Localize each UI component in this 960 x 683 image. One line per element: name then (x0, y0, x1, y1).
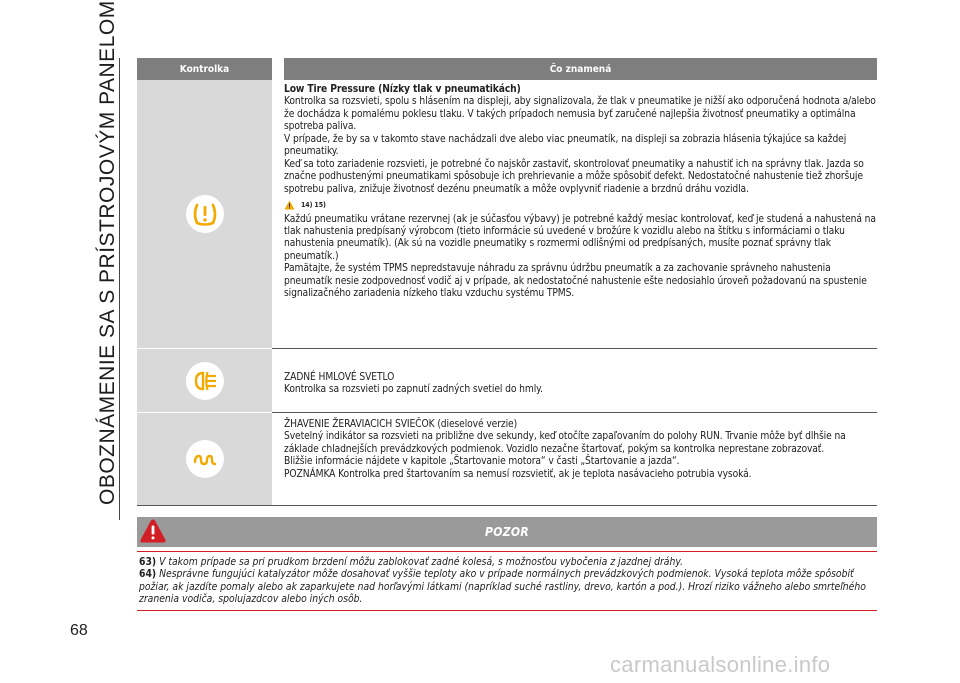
caution-item (139, 568, 875, 605)
caution-item-text: Nesprávne fungujúci katalyzátor môže dosahovať vyššie teploty ako v prípade normálnych prevádzkových podmienok. Vysoká teplota môže spôsobiť požiar, ak jazdíte pomaly alebo ak zaparkujete nad horľavými látkami (napríklad suché rastliny, drevo, kartón a pod.). Hrozí riziko vážneho alebo smrteľného zranenia vodiča, spolujazdcov alebo iných osôb. (139, 568, 866, 606)
caution-header (137, 517, 877, 547)
meaning-cell (284, 413, 877, 505)
caution-item-number: 64) (139, 568, 157, 581)
row-title: ZADNÉ HMLOVÉ SVETLO (284, 372, 395, 383)
side-divider (119, 58, 120, 520)
indicator-cell (137, 413, 272, 505)
warning-triangle-icon (284, 200, 295, 210)
section-side-title: OBOZNÁMENIE SA S PRÍSTROJOVÝM PANELOM (96, 0, 119, 505)
row-paragraph: Keď sa toto zariadenie rozsvieti, je potrebné čo najskôr zastaviť, skontrolovať pneumatiky a nahustiť ich na správny tlak. Jazda so značne podhustenými pneumatikami spôsobuje ich prehrievanie a môže spôsobiť defekt. Nedostatočné nahustenie tiež zhoršuje spotrebu paliva, znižuje životnosť dezénu pneumatík a môže ovplyvniť riadenie a brzdnú dráhu vozidla. (284, 158, 864, 195)
glow-plug-icon (186, 440, 224, 478)
table-row (137, 80, 877, 349)
caution-item-number: 63) (139, 556, 157, 568)
table-row (137, 349, 877, 413)
caution-item-text: V takom prípade sa pri prudkom brzdení môžu zablokovať zadné kolesá, s možnosťou vybočenia z jazdnej dráhy. (159, 556, 683, 568)
warning-reference (284, 199, 877, 211)
table-row (137, 413, 877, 506)
watermark: carmanualsonline.info (610, 652, 831, 677)
caution-title: POZOR (485, 525, 529, 539)
header-indicator: Kontrolka (137, 58, 272, 80)
meaning-cell (284, 80, 877, 348)
warning-ref-numbers: 14) 15) (301, 201, 326, 210)
row-title: Low Tire Pressure (Nízky tlak v pneumatikách) (284, 84, 521, 95)
row-paragraph: Každú pneumatiku vrátane rezervnej (ak je súčasťou výbavy) je potrebné každý mesiac kontrolovať, keď je studená a nahustená na tlak nahustenia predpísaný výrobcom (tieto informácie sú uvedené v brožúre k vozidlu alebo na štítku s informáciami o tlaku nahustenia pneumatík). (Ak sú na vozidle pneumatiky s rozmermi odlišnými od predpísaných, musíte poznať správny tlak pneumatík.) (284, 213, 876, 262)
table-header (137, 58, 877, 80)
row-paragraph: Svetelný indikátor sa rozsvieti na približne dve sekundy, keď otočíte zapaľovaním do polohy RUN. Trvanie môže byť dlhšie na základe chladnejších prevádzkových podmienok. Vozidlo nezačne štartovať, pokým sa kontrolka neprestane zobrazovať. (284, 431, 846, 455)
caution-box (137, 517, 877, 611)
indicator-table (137, 58, 877, 506)
row-paragraph: Bližšie informácie nájdete v kapitole „Štartovanie motora“ v časti „Štartovanie a jazda“. (284, 456, 680, 468)
indicator-cell (137, 80, 272, 348)
row-paragraph: Kontrolka sa rozsvieti po zapnutí zadných svetiel do hmly. (284, 384, 543, 396)
meaning-cell (284, 349, 877, 412)
row-paragraph: Pamätajte, že systém TPMS nepredstavuje náhradu za správnu údržbu pneumatík a za zachovanie správneho nahustenia pneumatík nesie zodpovednosť vodič aj v prípade, ak nedostatočné nahustenie ešte nedosiahlo úroveň požadovanú na spustenie signalizačného zariadenia nízkeho tlaku vzduchu systému TPMS. (284, 263, 867, 300)
rear-fog-light-icon (186, 362, 224, 400)
tire-pressure-icon (186, 195, 224, 233)
row-title: ŽHAVENIE ŽERAVIACICH SVIEČOK (dieselové verzie) (284, 419, 518, 430)
danger-triangle-icon (139, 518, 167, 544)
row-paragraph: Kontrolka sa rozsvieti, spolu s hlásením na displeji, aby signalizovala, že tlak v pneumatike je nižší ako odporučená hodnota a/alebo že dochádza k pomalému poklesu tlaku. V takých prípadoch nemusia byť zaručené najlepšia životnosť pneumatiky a optimálna spotreba paliva. (284, 96, 876, 133)
caution-item (139, 556, 875, 568)
caution-body (137, 551, 877, 611)
row-paragraph: POZNÁMKA Kontrolka pred štartovaním sa nemusí rozsvietiť, ak je teplota nasávacieho potrubia vysoká. (284, 468, 752, 480)
row-paragraph: V prípade, že by sa v takomto stave nachádzali dve alebo viac pneumatík, na displeji sa zobrazia hlásenia týkajúce sa každej pneumatiky. (284, 133, 847, 158)
header-meaning: Čo znamená (284, 58, 877, 80)
indicator-cell (137, 349, 272, 412)
page-number: 68 (70, 622, 88, 639)
